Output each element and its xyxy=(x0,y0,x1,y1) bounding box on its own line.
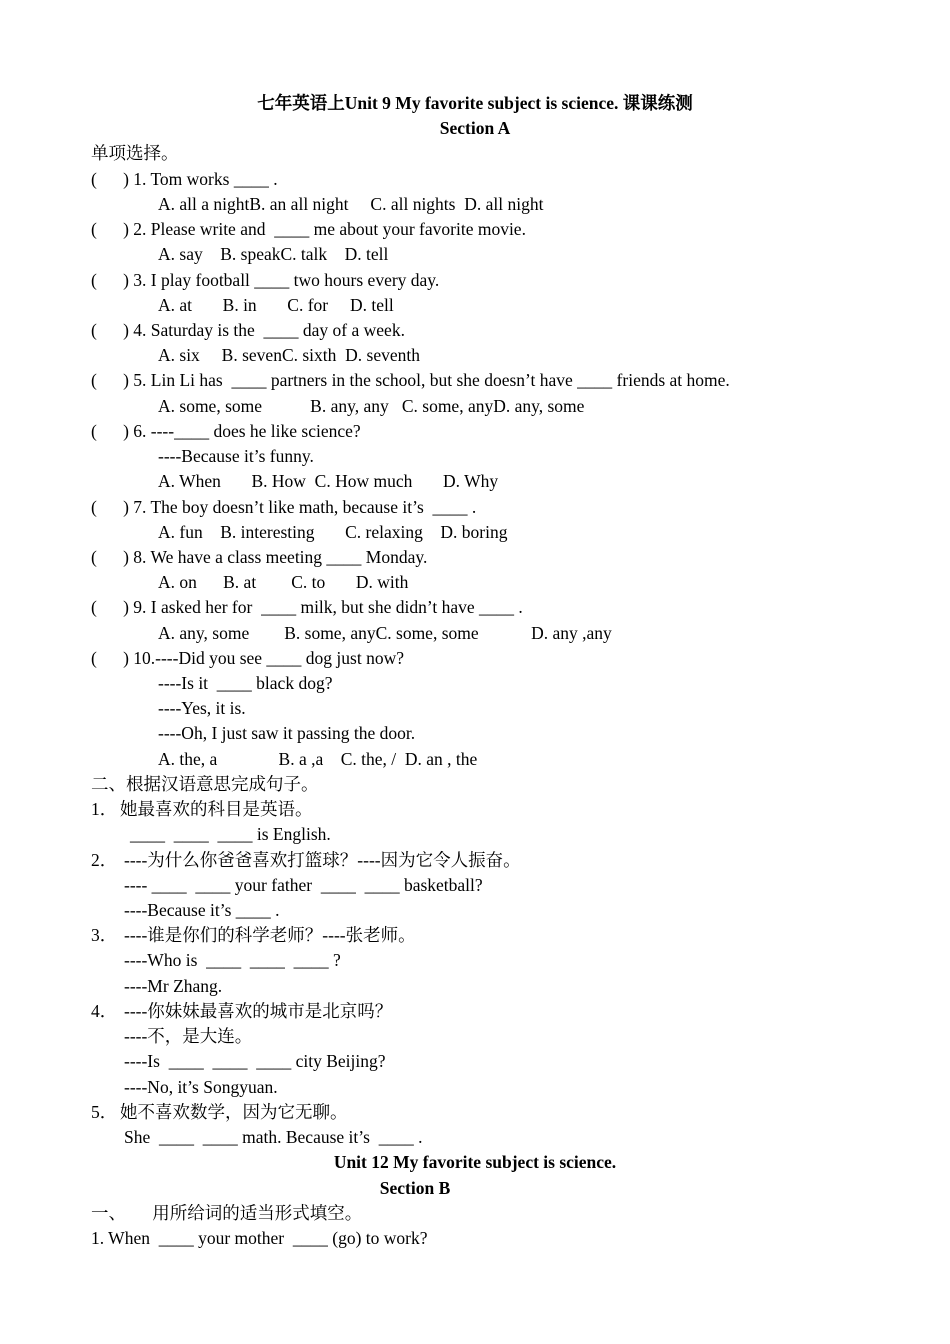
translation-prompt: 她最喜欢的科目是英语。 xyxy=(120,799,313,819)
translation-prompt: ----谁是你们的科学老师？----张老师。 xyxy=(124,925,416,945)
question-options: A. any, some B. some, anyC. some, some D. any ,any xyxy=(158,623,612,643)
translation-number: 4． xyxy=(91,1001,118,1021)
answer-line: ---- ____ ____ your father ____ ____ basketball? xyxy=(124,875,483,895)
answer-line: ____ ____ ____ is English. xyxy=(130,824,331,844)
answer-line: ----No, it’s Songyuan. xyxy=(124,1077,278,1097)
question-stem: ( ) 4. Saturday is the ____ day of a week. xyxy=(91,320,405,340)
question-options: A. on B. at C. to D. with xyxy=(158,572,409,592)
translation-prompt: ----为什么你爸爸喜欢打篮球？----因为它令人振奋。 xyxy=(124,850,521,870)
question-options: A. When B. How C. How much D. Why xyxy=(158,471,499,491)
answer-line: ----Mr Zhang. xyxy=(124,976,223,996)
question-options: A. say B. speakC. talk D. tell xyxy=(158,244,389,264)
question-options: A. fun B. interesting C. relaxing D. boring xyxy=(158,522,508,542)
translation-number: 2． xyxy=(91,850,118,870)
translation-prompt: ----你妹妹最喜欢的城市是北京吗？ xyxy=(124,1001,393,1021)
question-stem: ( ) 3. I play football ____ two hours every day. xyxy=(91,270,440,290)
translation-number: 3． xyxy=(91,925,118,945)
question-options: A. all a nightB. an all night C. all nights D. all night xyxy=(158,194,544,214)
question-stem: ( ) 6. ----____ does he like science? xyxy=(91,421,361,441)
dialogue-line: ----Yes, it is. xyxy=(158,698,246,718)
question-options: A. six B. sevenC. sixth D. seventh xyxy=(158,345,421,365)
page-title: 七年英语上Unit 9 My favorite subject is science. 课课练测 xyxy=(257,93,693,113)
question-stem: ( ) 1. Tom works ____ . xyxy=(91,169,278,189)
question-options: A. some, some B. any, any C. some, anyD. any, some xyxy=(158,396,585,416)
dialogue-line: ----Because it’s funny. xyxy=(158,446,314,466)
question-stem: ( ) 7. The boy doesn’t like math, because it’s ____ . xyxy=(91,497,477,517)
part1-heading: 单项选择。 xyxy=(91,143,179,163)
part2-heading: 二、根据汉语意思完成句子。 xyxy=(91,774,319,794)
question-options: A. the, a B. a ,a C. the, / D. an , the xyxy=(158,749,478,769)
fill-in-question: 1. When ____ your mother ____ (go) to work? xyxy=(91,1228,428,1248)
translation-prompt: 她不喜欢数学，因为它无聊。 xyxy=(120,1102,348,1122)
part3-heading: 一、 用所给词的适当形式填空。 xyxy=(91,1203,363,1223)
section-a-heading: Section A xyxy=(439,118,511,138)
question-stem: ( ) 2. Please write and ____ me about your favorite movie. xyxy=(91,219,526,239)
question-stem: ( ) 9. I asked her for ____ milk, but she didn’t have ____ . xyxy=(91,597,523,617)
translation-number: 1． xyxy=(91,799,118,819)
answer-line: ----Is ____ ____ ____ city Beijing? xyxy=(124,1051,386,1071)
dialogue-line: ----Is it ____ black dog? xyxy=(158,673,333,693)
section-b-heading: Section B xyxy=(379,1178,451,1198)
question-stem: ( ) 8. We have a class meeting ____ Monday. xyxy=(91,547,428,567)
question-options: A. at B. in C. for D. tell xyxy=(158,295,394,315)
answer-line: ----Who is ____ ____ ____ ? xyxy=(124,950,341,970)
dialogue-line: ----Oh, I just saw it passing the door. xyxy=(158,723,416,743)
translation-number: 5． xyxy=(91,1102,118,1122)
answer-line: ----不，是大连。 xyxy=(124,1026,253,1046)
answer-line: ----Because it’s ____ . xyxy=(124,900,280,920)
answer-line: She ____ ____ math. Because it’s ____ . xyxy=(124,1127,423,1147)
unit12-title: Unit 12 My favorite subject is science. xyxy=(333,1152,617,1172)
question-stem: ( ) 5. Lin Li has ____ partners in the school, but she doesn’t have ____ friends at home. xyxy=(91,370,730,390)
question-stem: ( ) 10.----Did you see ____ dog just now? xyxy=(91,648,405,668)
